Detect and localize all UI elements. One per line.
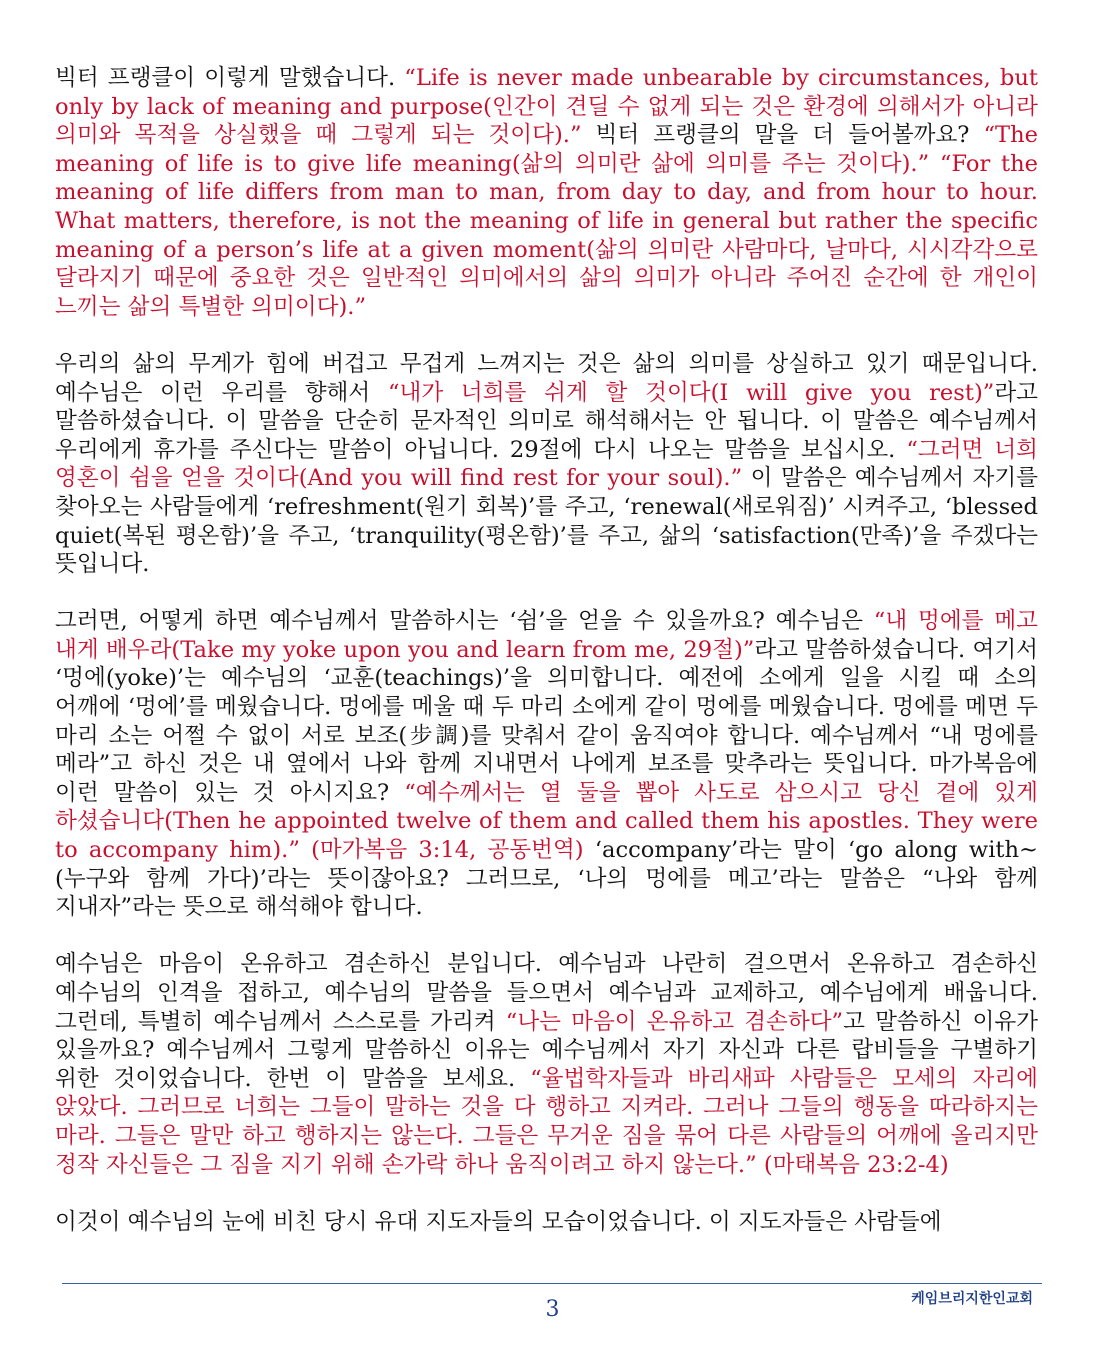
p2-quote-2: “그러면 너희 영혼이 쉼을 얻을 것이다(And you will find rest for your soul).” xyxy=(55,436,1038,492)
paragraph-4 xyxy=(55,950,1038,1179)
footer-divider xyxy=(62,1283,1042,1284)
paragraph-2 xyxy=(55,350,1038,579)
page-body xyxy=(55,64,1038,1236)
paragraph-5 xyxy=(55,1208,1038,1237)
p1-quote-2: “The meaning of life is to give life meaning(삶의 의미란 삶에 의미를 주는 것이다).” “For the meaning of life differs from man to man, from day to day, and from hour to hour. What matters, therefore, is not the meaning of life in general but rather the specific meaning of a person’s life at a given moment(삶의 의미란 사람마다, 날마다, 시시각각으로 달라지기 때문에 중요한 것은 일반적인 의미에서의 삶의 의미가 아니라 주어진 순간에 한 개인이 느끼는 삶의 특별한 의미이다).” xyxy=(55,122,1039,320)
p1-quote-1: “Life is never made unbearable by circumstances, but only by lack of meaning and purpose(인간이 견딜 수 없게 되는 것은 환경에 의해서가 아니라 의미와 목적을 상실했을 때 그렇게 되는 것이다).” xyxy=(55,65,1039,149)
p4-text-1: 예수님은 마음이 온유하고 겸손하신 분입니다. 예수님과 나란히 걸으면서 온유하고 겸손하신 예수님의 인격을 접하고, 예수님의 말씀을 들으면서 예수님과 교제하고, 예수님에게 배웁니다. 그런데, 특별히 예수님께서 스스로를 가리켜 xyxy=(55,951,1038,1035)
p1-text-2: 빅터 프랭클의 말을 더 들어볼까요? xyxy=(581,122,984,149)
church-name: 케임브리지한인교회 xyxy=(911,1291,1033,1307)
paragraph-1 xyxy=(55,64,1038,321)
p4-quote-1: “나는 마음이 온유하고 겸손하다” xyxy=(505,1008,844,1035)
page-number: 3 xyxy=(545,1297,560,1322)
p4-text-2: 고 말씀하신 이유가 있을까요? 예수님께서 그렇게 말씀하신 이유는 예수님께서 자기 자신과 다른 랍비들을 구별하기 위한 것이었습니다. 한번 이 말씀을 보세요. xyxy=(55,1008,1038,1092)
p3-quote-2: “예수께서는 열 둘을 뽑아 사도로 삼으시고 당신 곁에 있게 하셨습니다(Then he appointed twelve of them and called them his apostles. They were to accompany him).” (마가복음 3:14, 공동번역) xyxy=(55,779,1038,864)
p2-text-3: 이 말씀은 예수님께서 자기를 찾아오는 사람들에게 ‘refreshment(원기 회복)’를 주고, ‘renewal(새로워짐)’ 시켜주고, ‘blessed quiet(복된 평온함)’을 주고, ‘tranquility(평온함)’를 주고, 삶의 ‘satisfaction(만족)’을 주겠다는 뜻입니다. xyxy=(55,465,1038,578)
p3-text-1: 그러면, 어떻게 하면 예수님께서 말씀하시는 ‘쉼’을 얻을 수 있을까요? 예수님은 xyxy=(55,608,874,635)
p3-text-3: ‘accompany’라는 말이 ‘go along with~(누구와 함께 가다)’라는 뜻이잖아요? 그러므로, ‘나의 멍에를 메고’라는 말씀은 “나와 함께 지내자”라는 뜻으로 해석해야 합니다. xyxy=(55,837,1038,921)
p3-text-2: 라고 말씀하셨습니다. 여기서 ‘멍에(yoke)’는 예수님의 ‘교훈(teachings)’을 의미합니다. 예전에 소에게 일을 시킬 때 소의 어깨에 ‘멍에’를 메웠습니다. 멍에를 메울 때 두 마리 소에게 같이 멍에를 메웠습니다. 멍에를 메면 두 마리 소는 어쩔 수 없이 서로 보조(步調)를 맞춰서 같이 움직여야 합니다. 예수님께서 “내 멍에를 메라”고 하신 것은 내 옆에서 나와 함께 지내면서 나에게 보조를 맞추라는 뜻입니다. 마가복음에 이런 말씀이 있는 것 아시지요? xyxy=(55,636,1038,806)
paragraph-3 xyxy=(55,607,1038,922)
p3-quote-1: “내 멍에를 메고 내게 배우라(Take my yoke upon you and learn from me, 29절)” xyxy=(55,608,1038,663)
p1-text-1: 빅터 프랭클이 이렇게 말했습니다. xyxy=(55,65,405,91)
p2-quote-1: “내가 너희를 쉬게 할 것이다(I will give you rest)” xyxy=(387,379,995,406)
p4-quote-2: “율법학자들과 바리새파 사람들은 모세의 자리에 앉았다. 그러므로 너희는 그들이 말하는 것을 다 행하고 지켜라. 그러나 그들의 행동을 따라하지는 마라. 그들은 말만 하고 행하지는 않는다. 그들은 무거운 짐을 묶어 다른 사람들의 어깨에 올리지만 정작 자신들은 그 짐을 지기 위해 손가락 하나 움직이려고 하지 않는다.” (마태복음 23:2-4) xyxy=(55,1065,1038,1178)
p5-text-1: 이것이 예수님의 눈에 비친 당시 유대 지도자들의 모습이었습니다. 이 지도자들은 사람들에 xyxy=(55,1208,942,1235)
p2-text-2: 라고 말씀하셨습니다. 이 말씀을 단순히 문자적인 의미로 해석해서는 안 됩니다. 이 말씀은 예수님께서 우리에게 휴가를 주신다는 말씀이 아닙니다. 29절에 다시 나오는 말씀을 보십시오. xyxy=(55,379,1038,463)
p2-text-1: 우리의 삶의 무게가 힘에 버겁고 무겁게 느껴지는 것은 삶의 의미를 상실하고 있기 때문입니다. 예수님은 이런 우리를 향해서 xyxy=(55,350,1038,406)
